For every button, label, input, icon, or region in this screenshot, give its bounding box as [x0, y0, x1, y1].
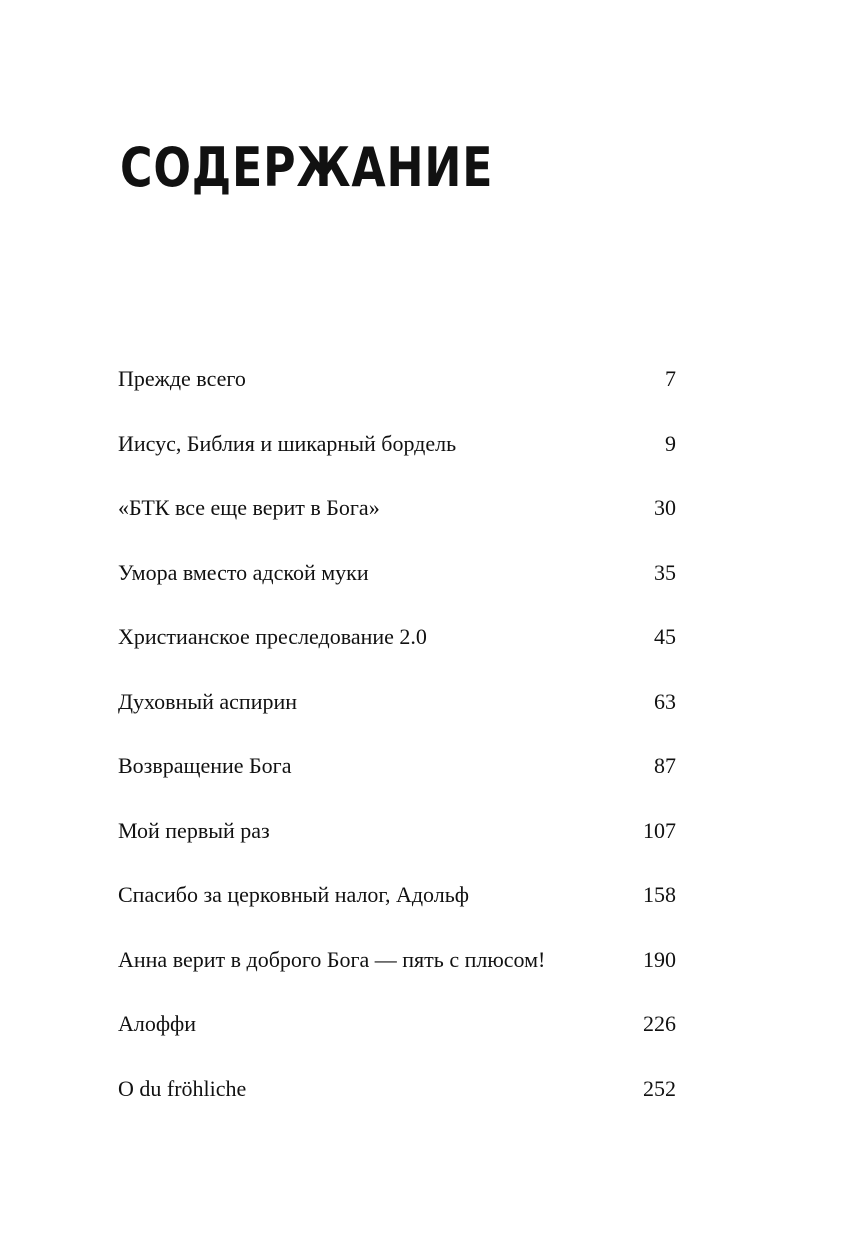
- toc-entry-title: Мой первый раз: [118, 817, 270, 843]
- toc-entry[interactable]: [118, 1007, 676, 1072]
- table-of-contents: [118, 362, 676, 1136]
- toc-entry-title: Прежде всего: [118, 366, 246, 391]
- toc-entry-title: Спасибо за церковный налог, Адольф: [118, 882, 470, 907]
- toc-entry-page-number: 35: [654, 559, 676, 585]
- toc-entry-title: «БТК все еще верит в Бога»: [118, 495, 380, 520]
- toc-entry[interactable]: [118, 685, 676, 750]
- toc-entry[interactable]: [118, 556, 676, 621]
- toc-entry-page-number: 190: [643, 946, 676, 972]
- toc-entry-page-number: 63: [654, 688, 676, 714]
- toc-entry-page-number: 45: [654, 624, 676, 649]
- toc-entry-page-number: 158: [643, 882, 676, 907]
- toc-entry-title: Умора вместо адской муки: [118, 559, 369, 585]
- toc-entry-page-number: 9: [665, 430, 676, 456]
- toc-entry-title: Анна верит в доброго Бога — пять с плюсом!: [118, 946, 546, 972]
- toc-entry-page-number: 7: [665, 366, 676, 391]
- toc-entry[interactable]: [118, 362, 676, 427]
- toc-entry-title: Алоффи: [118, 1011, 197, 1036]
- toc-entry[interactable]: [118, 749, 676, 814]
- toc-entry-title: O du fröhliche: [118, 1075, 247, 1101]
- toc-entry-title: Христианское преследование 2.0: [118, 624, 427, 649]
- toc-entry-title: Духовный аспирин: [118, 688, 298, 714]
- toc-entry-title: Иисус, Библия и шикарный бордель: [118, 430, 457, 456]
- toc-entry[interactable]: [118, 1072, 676, 1137]
- toc-entry[interactable]: [118, 427, 676, 492]
- toc-entry-page-number: 252: [643, 1075, 676, 1101]
- page-title: СОДЕРЖАНИЕ: [120, 136, 494, 199]
- toc-entry[interactable]: [118, 814, 676, 879]
- toc-entry-page-number: 107: [643, 817, 676, 843]
- toc-entry[interactable]: [118, 620, 676, 685]
- toc-entry-page-number: 87: [654, 753, 676, 778]
- toc-entry-page-number: 30: [654, 495, 676, 520]
- toc-entry[interactable]: [118, 878, 676, 943]
- toc-entry[interactable]: [118, 943, 676, 1008]
- toc-entry-page-number: 226: [643, 1011, 676, 1036]
- toc-entry-title: Возвращение Бога: [118, 753, 292, 778]
- toc-entry[interactable]: [118, 491, 676, 556]
